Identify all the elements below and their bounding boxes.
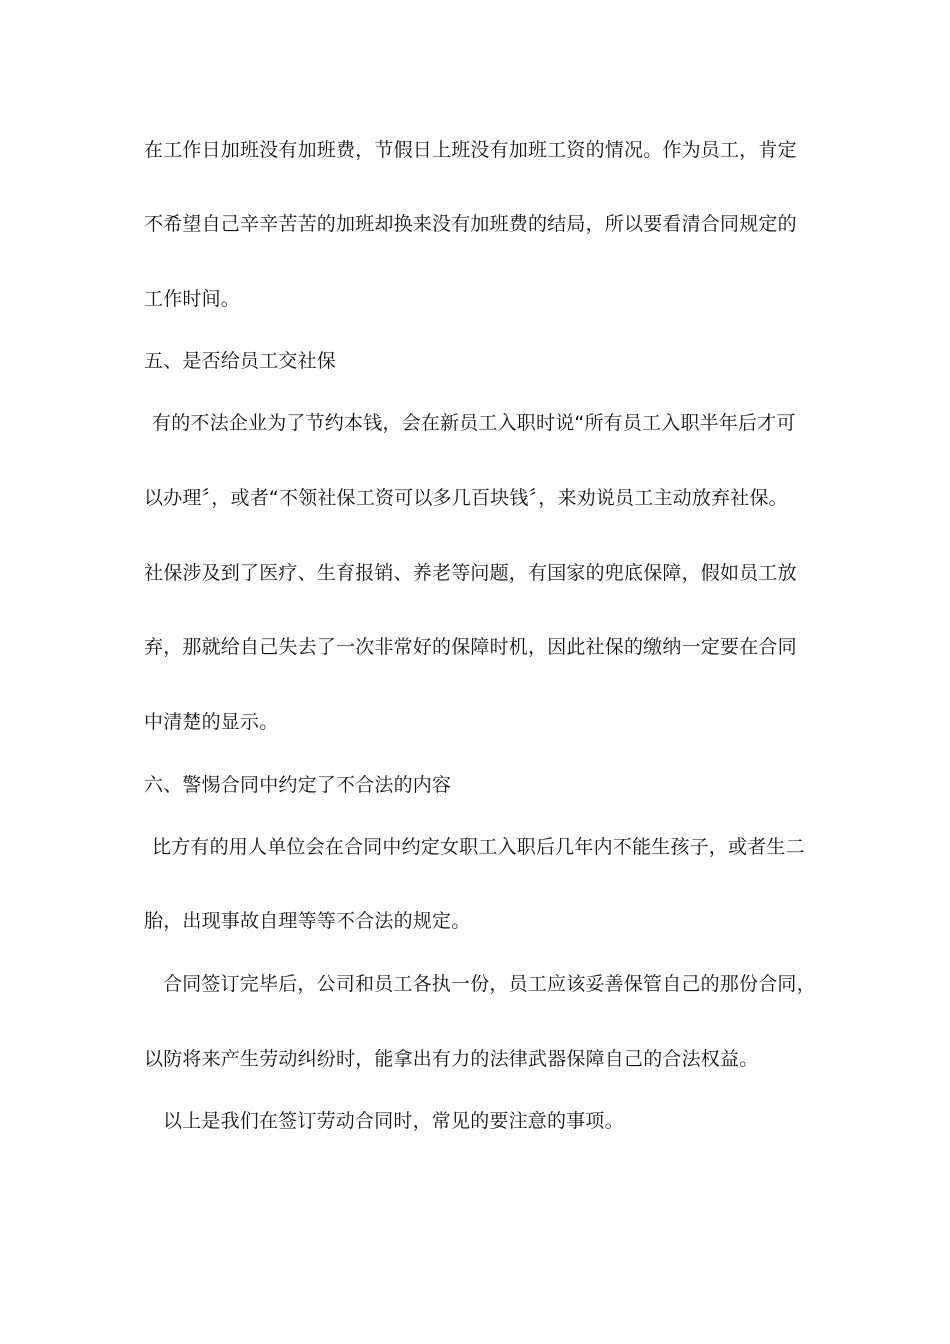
paragraph-line-5: 以办理〞，或者“不领社保工资可以多几百块钱〞，来劝说员工主动放弃社保。 <box>144 487 788 509</box>
paragraph-line-10: 胎，出现事故自理等等不合法的规定。 <box>144 910 471 932</box>
section-heading-5: 五、是否给员工交社保 <box>144 350 337 372</box>
paragraph-line-7: 弃，那就给自己失去了一次非常好的保障时机，因此社保的缴纳一定要在合同 <box>144 636 797 658</box>
paragraph-line-1: 在工作日加班没有加班费，节假日上班没有加班工资的情况。作为员工，肯定 <box>144 139 797 161</box>
section-heading-6: 六、警惕合同中约定了不合法的内容 <box>144 774 452 796</box>
paragraph-line-4: 有的不法企业为了节约本钱，会在新员工入职时说“所有员工入职半年后才可 <box>152 412 796 434</box>
paragraph-line-6: 社保涉及到了医疗、生育报销、养老等问题，有国家的兜底保障，假如员工放 <box>144 562 797 584</box>
paragraph-line-13: 以上是我们在签订劳动合同时，常见的要注意的事项。 <box>163 1110 624 1132</box>
paragraph-line-8: 中清楚的显示。 <box>144 711 279 733</box>
paragraph-line-3: 工作时间。 <box>144 288 241 310</box>
paragraph-line-9: 比方有的用人单位会在合同中约定女职工入职后几年内不能生孩子，或者生二 <box>152 836 805 858</box>
paragraph-line-12: 以防将来产生劳动纠纷时，能拿出有力的法律武器保障自己的合法权益。 <box>144 1048 759 1070</box>
paragraph-line-11: 合同签订完毕后，公司和员工各执一份，员工应该妥善保管自己的那份合同， <box>163 973 816 995</box>
paragraph-line-2: 不希望自己辛辛苦苦的加班却换来没有加班费的结局，所以要看清合同规定的 <box>144 213 797 235</box>
